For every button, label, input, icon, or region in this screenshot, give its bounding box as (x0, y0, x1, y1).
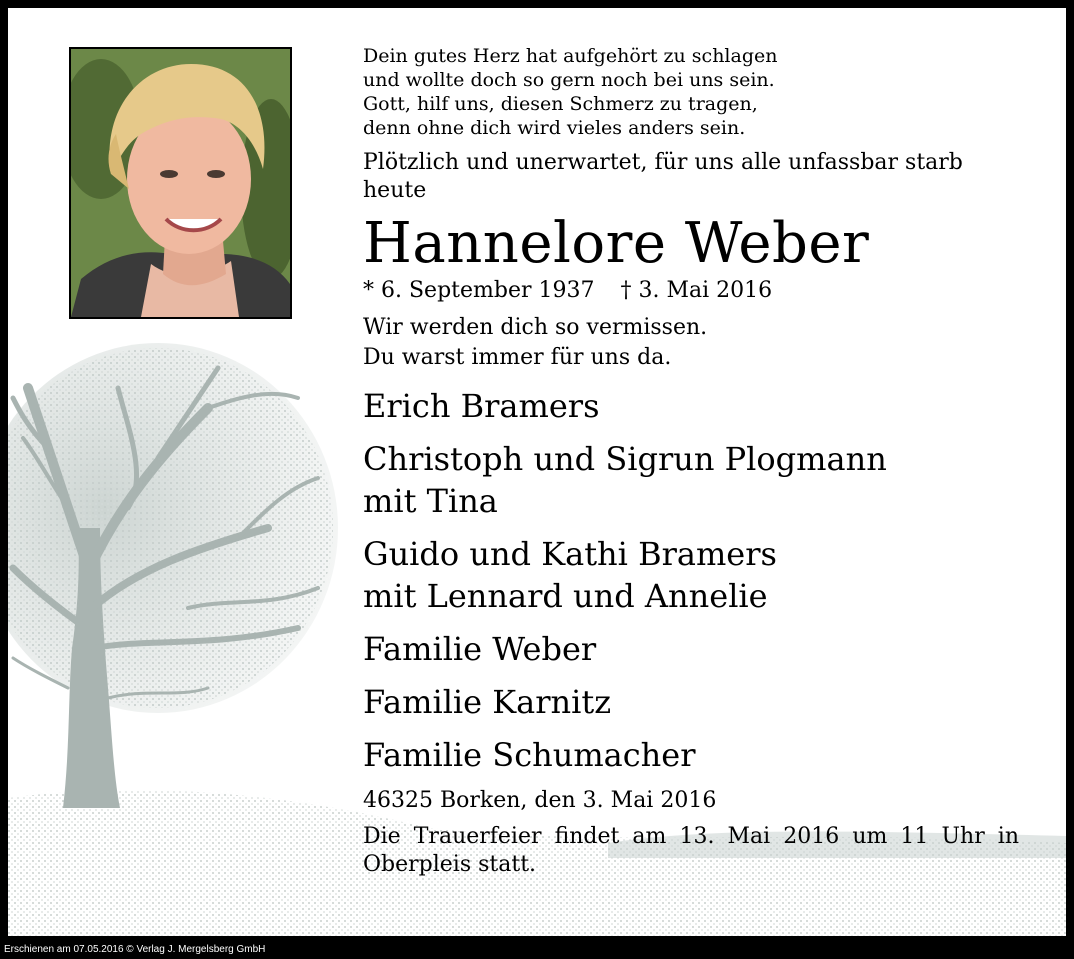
death-date: † 3. Mai 2016 (620, 278, 773, 303)
mourner-entry (363, 385, 1033, 427)
farewell-lines (363, 313, 1033, 373)
mourner-line: Familie Karnitz (363, 683, 612, 721)
intro-text: Plötzlich und unerwartet, für uns alle unfassbar starb heute (363, 150, 963, 203)
obituary-text (363, 44, 1033, 879)
verse-line: Dein gutes Herz hat aufgehört zu schlagen (363, 45, 778, 67)
life-dates (363, 277, 1033, 305)
mourner-line: mit Tina (363, 482, 498, 520)
mourner-entry (363, 734, 1033, 776)
mourner-line: Erich Bramers (363, 387, 600, 425)
mourner-line: Familie Weber (363, 630, 597, 668)
mourner-line: Christoph und Sigrun Plogmann (363, 440, 887, 478)
portrait-image (71, 49, 290, 317)
publication-footer: Erschienen am 07.05.2016 © Verlag J. Mergelsberg GmbH (4, 944, 266, 955)
mourners-list (363, 385, 1033, 776)
mourner-line: Familie Schumacher (363, 736, 696, 774)
verse-line: denn ohne dich wird vieles anders sein. (363, 117, 746, 139)
mourner-entry (363, 533, 1033, 617)
portrait-photo (69, 47, 292, 319)
mourner-line: mit Lennard und Annelie (363, 577, 768, 615)
obituary-card (8, 8, 1066, 936)
farewell-line: Wir werden dich so vermissen. (363, 315, 708, 340)
verse-line: Gott, hilf uns, diesen Schmerz zu tragen, (363, 93, 758, 115)
verse (363, 44, 1033, 140)
place-date: 46325 Borken, den 3. Mai 2016 (363, 788, 717, 813)
deceased-name: Hannelore Weber (363, 211, 870, 276)
birth-date: * 6. September 1937 (363, 278, 595, 303)
funeral-info: Die Trauerfeier findet am 13. Mai 2016 um 11 Uhr in Oberpleis statt. (363, 824, 1019, 877)
verse-line: und wollte doch so gern noch bei uns sein. (363, 69, 775, 91)
mourner-entry (363, 628, 1033, 670)
mourner-entry (363, 438, 1033, 522)
farewell-line: Du warst immer für uns da. (363, 345, 672, 370)
mourner-entry (363, 681, 1033, 723)
mourner-line: Guido und Kathi Bramers (363, 535, 777, 573)
